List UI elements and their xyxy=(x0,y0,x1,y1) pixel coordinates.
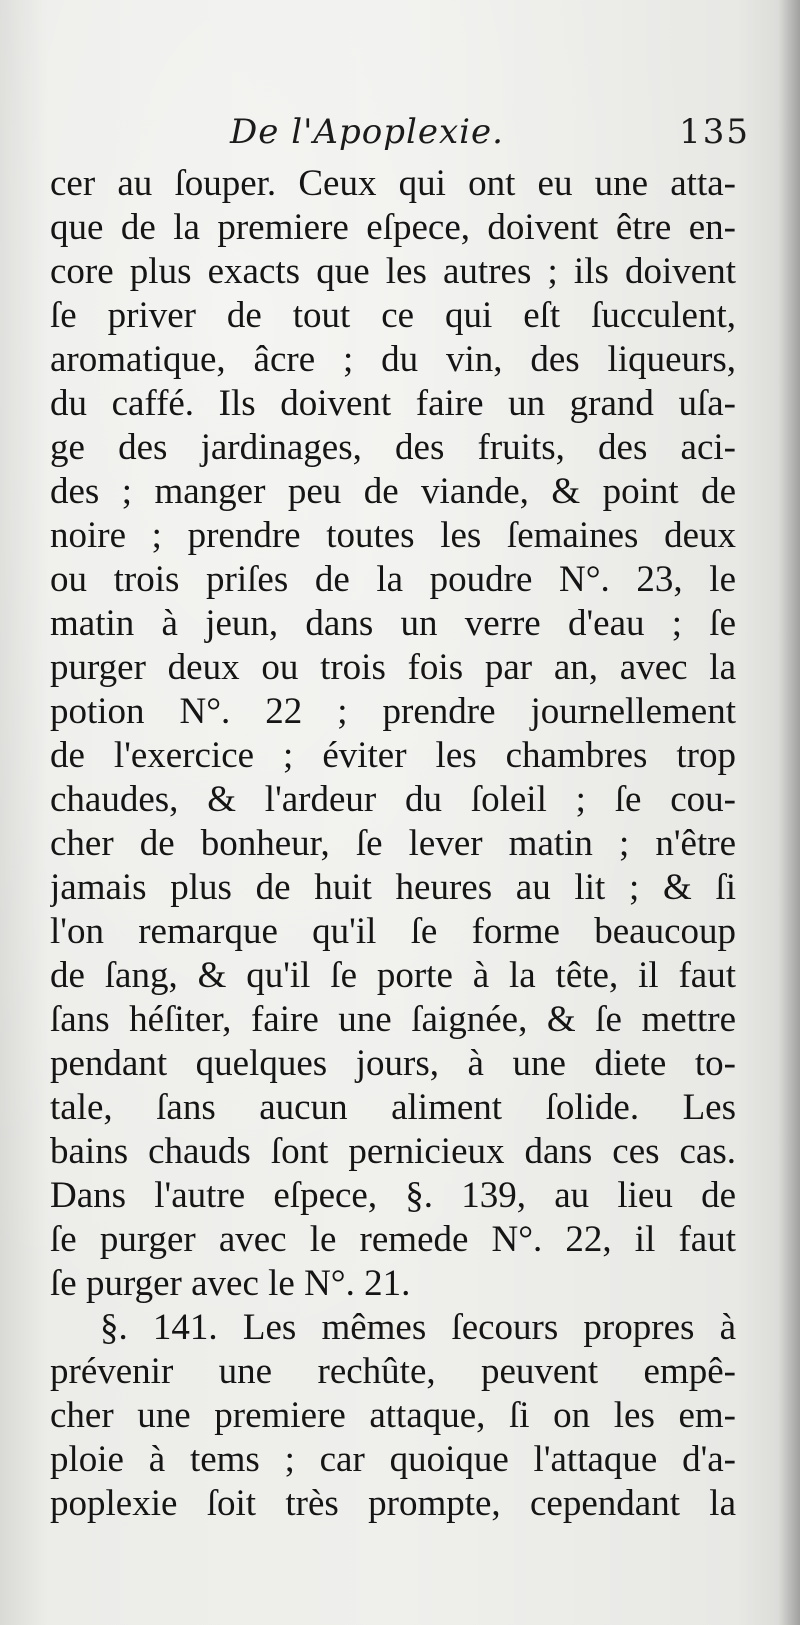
section-141-start: §. 141. Les mêmes ſecours propres à xyxy=(100,1307,736,1348)
text-line: potion N°. 22 ; prendre journellement xyxy=(50,691,736,732)
text-line: poplexie ſoit très prompte, cependant la xyxy=(50,1483,736,1524)
text-line: ſe purger avec le N°. 21. xyxy=(50,1263,411,1304)
text-line: de ſang, & qu'il ſe porte à la tête, il faut xyxy=(50,955,736,996)
text-line: du caffé. Ils doivent faire un grand uſa- xyxy=(50,383,736,424)
running-title: De l'Apoplexie. xyxy=(230,112,504,152)
page-edge-shadow xyxy=(778,0,800,1625)
text-line: de l'exercice ; éviter les chambres trop xyxy=(50,735,736,776)
text-line: cher de bonheur, ſe lever matin ; n'être xyxy=(50,823,736,864)
text-line: ou trois priſes de la poudre N°. 23, le xyxy=(50,559,736,600)
text-line: cer au ſouper. Ceux qui ont eu une atta- xyxy=(50,163,736,204)
text-line: tale, ſans aucun aliment ſolide. Les xyxy=(50,1087,736,1128)
text-line: pendant quelques jours, à une diete to- xyxy=(50,1043,736,1084)
text-line: jamais plus de huit heures au lit ; & ſi xyxy=(50,867,736,908)
text-line: purger deux ou trois fois par an, avec la xyxy=(50,647,736,688)
text-line: l'on remarque qu'il ſe forme beaucoup xyxy=(50,911,736,952)
text-line: noire ; prendre toutes les ſemaines deux xyxy=(50,515,736,556)
text-line: ſe purger avec le remede N°. 22, il faut xyxy=(50,1219,736,1260)
text-line: bains chauds ſont pernicieux dans ces cas. xyxy=(50,1131,736,1172)
text-line: prévenir une rechûte, peuvent empê- xyxy=(50,1351,736,1392)
text-line: core plus exacts que les autres ; ils doivent xyxy=(50,251,736,292)
text-line: aromatique, âcre ; du vin, des liqueurs, xyxy=(50,339,736,380)
text-line: ſans héſiter, faire une ſaignée, & ſe mettre xyxy=(50,999,736,1040)
text-line: matin à jeun, dans un verre d'eau ; ſe xyxy=(50,603,736,644)
page-header xyxy=(60,112,750,162)
text-line: Dans l'autre eſpece, §. 139, au lieu de xyxy=(50,1175,736,1216)
page-number: 135 xyxy=(679,112,750,152)
body-text xyxy=(50,162,736,1526)
text-line: ſe priver de tout ce qui eſt ſucculent, xyxy=(50,295,736,336)
text-line: ge des jardinages, des fruits, des aci- xyxy=(50,427,736,468)
text-line: ploie à tems ; car quoique l'attaque d'a- xyxy=(50,1439,736,1480)
text-line: cher une premiere attaque, ſi on les em- xyxy=(50,1395,736,1436)
text-line: chaudes, & l'ardeur du ſoleil ; ſe cou- xyxy=(50,779,736,820)
text-line: que de la premiere eſpece, doivent être en- xyxy=(50,207,736,248)
text-line: des ; manger peu de viande, & point de xyxy=(50,471,736,512)
